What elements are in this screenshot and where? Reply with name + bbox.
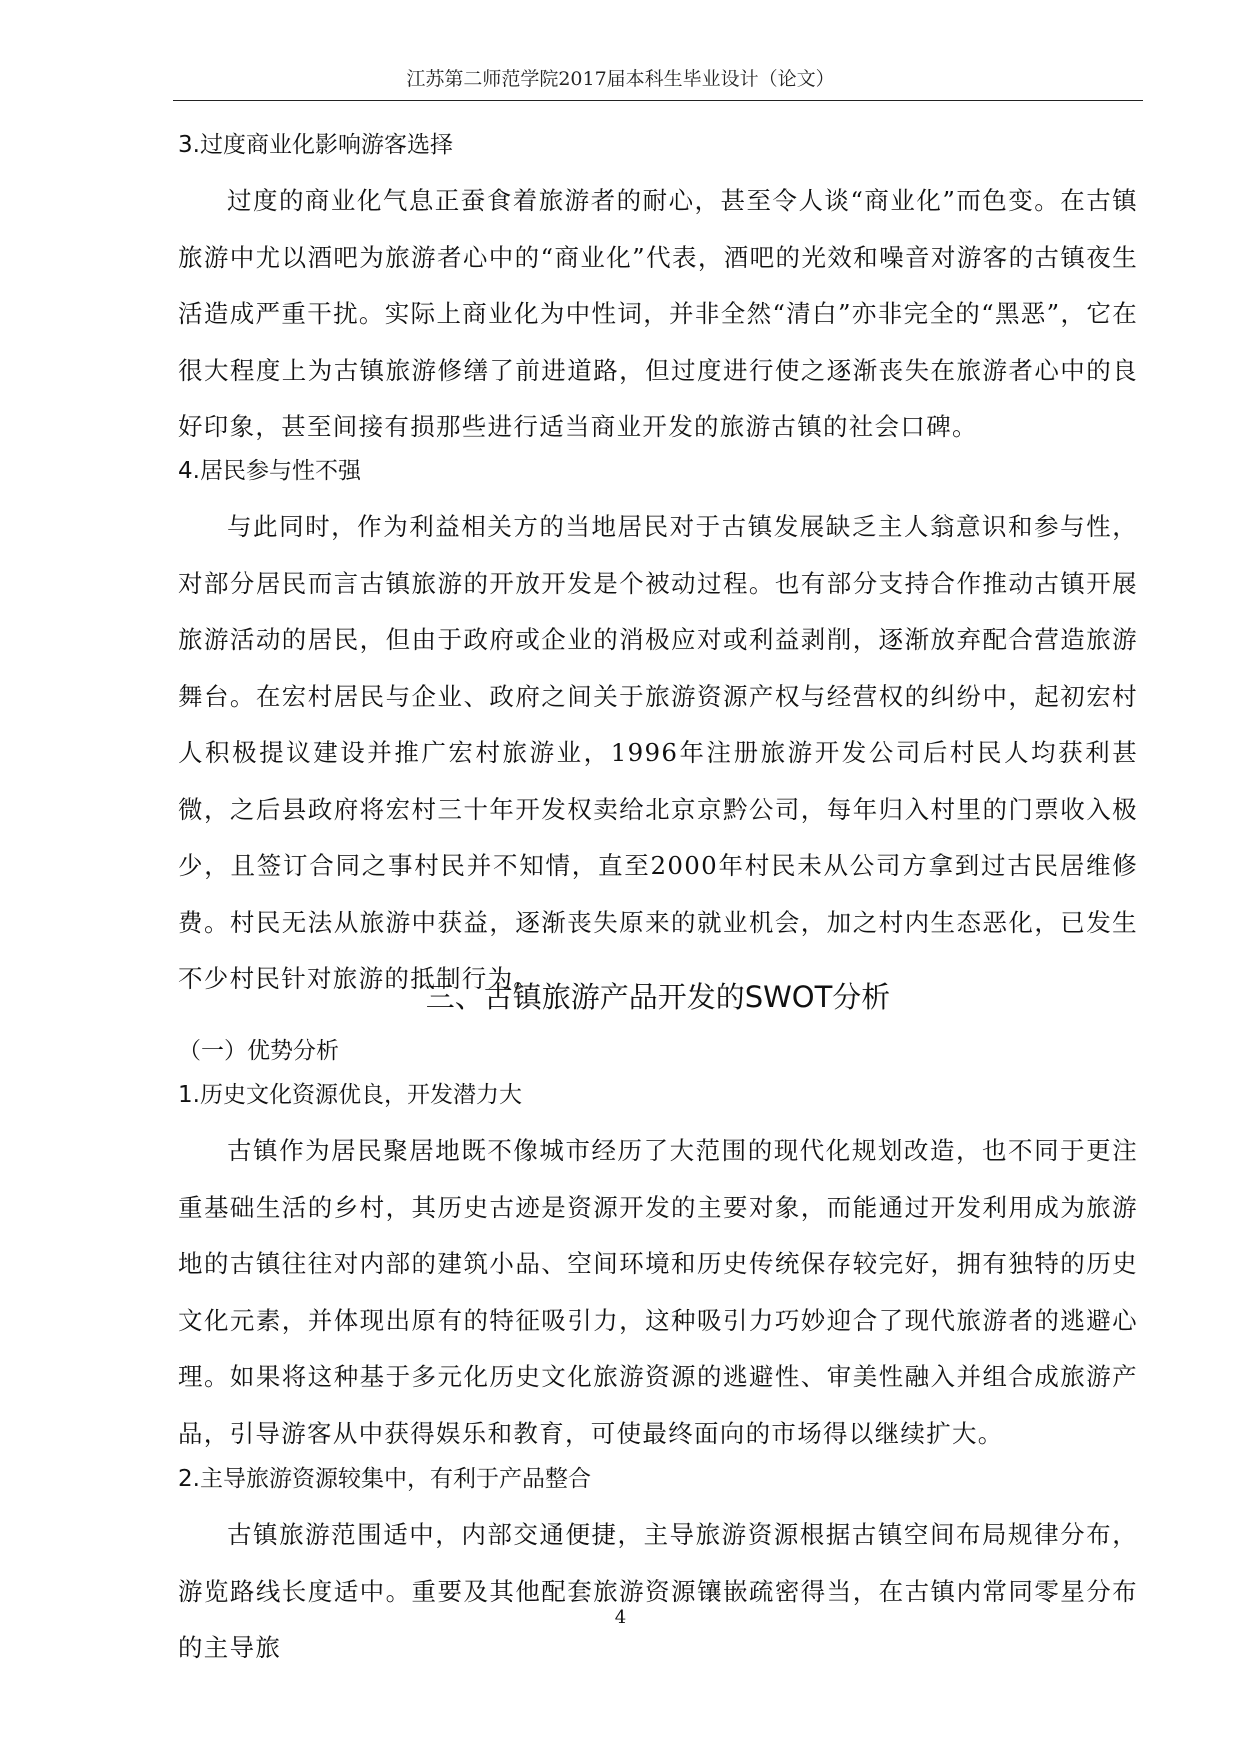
item-heading: 2.主导旅游资源较集中，有利于产品整合 xyxy=(178,1466,591,1492)
subsection-advantages xyxy=(178,1032,1138,1070)
item-2 xyxy=(178,1460,1138,1677)
section-3 xyxy=(178,126,1138,456)
subsection-heading: （一）优势分析 xyxy=(178,1038,339,1064)
section-heading: 4.居民参与性不强 xyxy=(178,458,361,484)
header-divider xyxy=(173,100,1143,101)
body-paragraph: 古镇作为居民聚居地既不像城市经历了大范围的现代化规划改造，也不同于更注重基础生活的乡村，其历史古迹是资源开发的主要对象，而能通过开发利用成为旅游地的古镇往往对内部的建筑小品、空间环境和历史传统保存较完好，拥有独特的历史文化元素，并体现出原有的特征吸引力，这种吸引力巧妙迎合了现代旅游者的逃避心理。如果将这种基于多元化历史文化旅游资源的逃避性、审美性融入并组合成旅游产品，引导游客从中获得娱乐和教育，可使最终面向的市场得以继续扩大。 xyxy=(178,1136,1138,1448)
section-heading: 3.过度商业化影响游客选择 xyxy=(178,132,453,158)
running-header: 江苏第二师范学院2017届本科生毕业设计（论文） xyxy=(406,68,835,90)
section-4 xyxy=(178,452,1138,1008)
page-number: 4 xyxy=(614,1607,627,1628)
body-paragraph: 过度的商业化气息正蚕食着旅游者的耐心，甚至令人谈“商业化”而色变。在古镇旅游中尤以酒吧为旅游者心中的“商业化”代表，酒吧的光效和噪音对游客的古镇夜生活造成严重干扰。实际上商业化为中性词，并非全然“清白”亦非完全的“黑恶”，它在很大程度上为古镇旅游修缮了前进道路，但过度进行使之逐渐丧失在旅游者心中的良好印象，甚至间接有损那些进行适当商业开发的旅游古镇的社会口碑。 xyxy=(178,186,1138,441)
body-paragraph: 古镇旅游范围适中，内部交通便捷，主导旅游资源根据古镇空间布局规律分布，游览路线长度适中。重要及其他配套旅游资源镶嵌疏密得当，在古镇内常同零星分布的主导旅 xyxy=(178,1520,1138,1662)
body-paragraph: 与此同时，作为利益相关方的当地居民对于古镇发展缺乏主人翁意识和参与性，对部分居民而言古镇旅游的开放开发是个被动过程。也有部分支持合作推动古镇开展旅游活动的居民，但由于政府或企业的消极应对或利益剥削，逐渐放弃配合营造旅游舞台。在宏村居民与企业、政府之间关于旅游资源产权与经营权的纠纷中，起初宏村人积极提议建设并推广宏村旅游业，1996年注册旅游开发公司后村民人均获利甚微，之后县政府将宏村三十年开发权卖给北京京黔公司，每年归入村里的门票收入极少，且签订合同之事村民并不知情，直至2000年村民未从公司方拿到过古民居维修费。村民无法从旅游中获益，逐渐丧失原来的就业机会，加之村内生态恶化，已发生不少村民针对旅游的抵制行为。 xyxy=(178,512,1138,993)
chapter-title: 三、古镇旅游产品开发的SWOT分析 xyxy=(425,980,891,1014)
item-1 xyxy=(178,1076,1138,1462)
item-heading: 1.历史文化资源优良，开发潜力大 xyxy=(178,1082,522,1108)
